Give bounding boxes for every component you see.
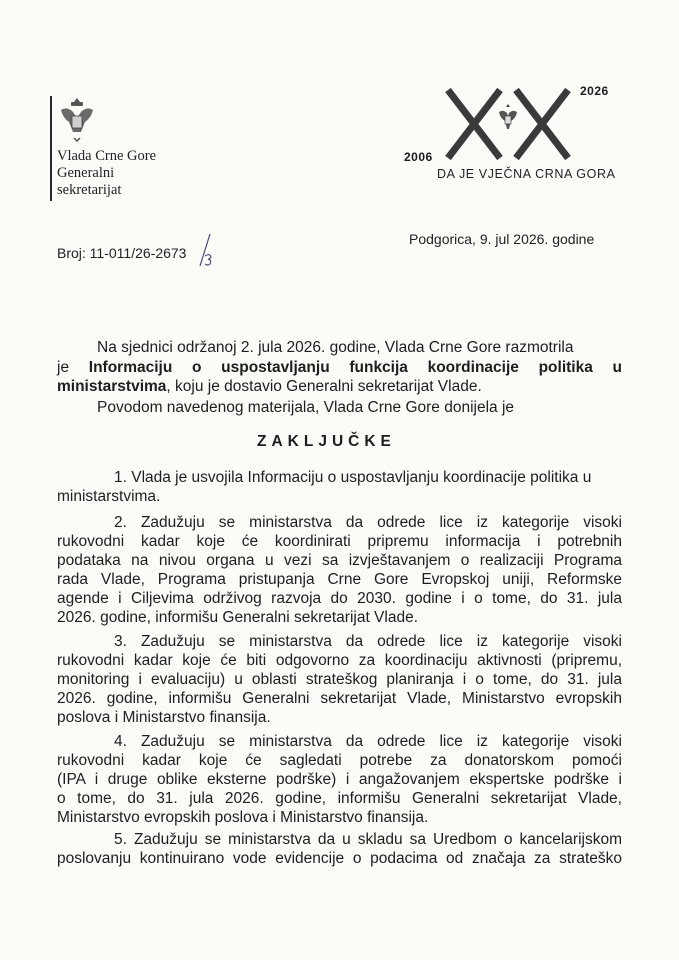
intro-line-2-bold: Informaciju o uspostavljanju funkcija koordinacije politika u [88,359,622,376]
item-2-line-2: rukovodni kadar koje će koordinirati pripremu informacija i potrebnih [57,533,622,550]
organization-name [57,148,156,199]
item-5-line-2: poslovanju kontinuirano vode evidencije o podacima od značaja za strateško [57,850,622,867]
org-line-3: sekretarijat [57,182,122,198]
conclusions-title: ZAKLJUČKE [257,433,396,450]
item-4-line-1: 4. Zadužuju se ministarstva da odrede lice iz kategorije visoki [114,733,622,750]
letterhead-divider [50,96,52,201]
item-1-line-1: 1. Vlada je usvojila Informaciju o uspostavljanju koordinacije politika u [114,469,592,486]
intro-line-4: Povodom navedenog materijala, Vlada Crne Gore donijela je [97,399,515,416]
item-2-line-1: 2. Zadužuju se ministarstva da odrede lice iz kategorije visoki [114,514,622,531]
logo-year-end: 2026 [580,84,609,98]
org-line-1: Vlada Crne Gore [57,148,157,164]
intro-line-2-pre: je [57,359,70,376]
intro-line-1: Na sjednici održanoj 2. jula 2026. godine, Vlada Crne Gore razmotrila [97,339,574,356]
item-3-line-4: 2026. godine, informišu Generalni sekretarijat Vlade, Ministarstvo evropskih [57,690,622,707]
item-5-line-1: 5. Zadužuju se ministarstva da u skladu sa Uredbom o kancelarijskom [114,831,622,848]
item-4-line-3: (IPA i druge oblike eksterne podrške) i angažovanjem ekspertske podrške i [57,771,622,788]
item-4-line-5: Ministarstvo evropskih poslova i Ministarstvo finansija. [57,809,429,826]
item-3-line-5: poslova i Ministarstvo finansija. [57,709,271,726]
item-3-line-1: 3. Zadužuju se ministarstva da odrede lice iz kategorije visoki [114,633,622,650]
item-1-line-2: ministarstvima. [57,488,161,505]
item-2-line-4: rada Vlade, Programa pristupanja Crne Gore Evropskoj uniji, Reformske [57,571,622,588]
reference-number: Broj: 11-011/26-2673 [57,245,187,261]
item-4-line-4: o tome, do 31. jula 2026. godine, informišu Generalni sekretarijat Vlade, [57,790,622,807]
org-line-2: Generalni [57,165,115,181]
intro-line-3-bold: ministarstvima [57,378,167,395]
coat-of-arms-icon [57,96,97,142]
item-3-line-2: rukovodni kadar koje će biti odgovorno za koordinaciju aktivnosti (pripremu, [57,652,622,669]
document-date: Podgorica, 9. jul 2026. godine [409,231,595,247]
intro-line-3-rest: , koju je dostavio Generalni sekretarijat Vlade. [166,378,482,395]
item-3-line-3: monitoring i evaluaciju) u oblasti strateškog planiranja i o tome, do 31. jula [57,671,622,688]
item-4-line-2: rukovodni kadar koje će sagledati potrebe za donatorskom pomoći [57,752,622,769]
logo-year-start: 2006 [404,150,433,164]
anniversary-logo-icon [438,86,578,162]
item-2-line-3: podataka na nivou organa u vezi sa izvještavanjem o realizaciji Programa [57,552,622,569]
intro-line-3 [57,378,482,397]
intro-line-2 [57,359,622,378]
logo-slogan: DA JE VJEČNA CRNA GORA [437,167,616,181]
item-2-line-5: agende i Ciljevima održivog razvoja do 2030. godine i o tome, do 31. jula [57,590,622,607]
item-2-line-6: 2026. godine, informišu Generalni sekretarijat Vlade. [57,609,419,626]
